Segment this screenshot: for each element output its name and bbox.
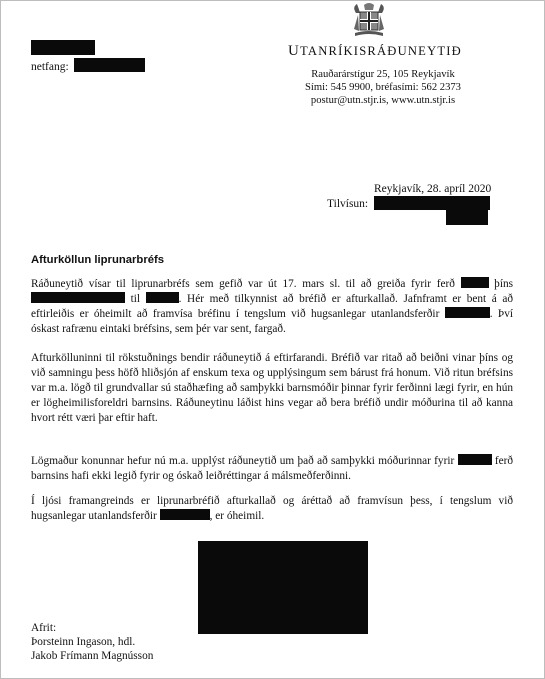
letter-subject: Afturköllun liprunarbréfs [31, 254, 165, 266]
letter-date: Reykjavík, 28. apríl 2020 [374, 183, 492, 195]
cc-name: Jakob Frímann Magnússon [31, 650, 154, 662]
cc-name: Þorsteinn Ingason, hdl. [31, 636, 136, 648]
ministry-address: Rauðarárstígur 25, 105 Reykjavík [311, 69, 455, 80]
cc-list [31, 621, 153, 663]
ministry-email-web: postur@utn.stjr.is, www.utn.stjr.is [310, 95, 456, 106]
redaction-block [146, 292, 179, 303]
email-label: netfang: [31, 61, 69, 73]
paragraph-3: Lögmaður konunnar hefur nú m.a. upplýst ráðuneytið um það að samþykki móðurinnar fyrir ferð barnsins hafi ekki legið fyrir og óskað leiðréttingar á málsmeðferðinni. [31, 455, 513, 482]
redacted-email [74, 58, 145, 72]
redaction-block [445, 307, 490, 318]
redacted-reference-2 [446, 210, 488, 225]
coat-of-arms-icon [349, 1, 389, 39]
redacted-reference-1 [374, 196, 490, 210]
redacted-recipient-name [31, 40, 95, 55]
redaction-block [31, 292, 125, 303]
paragraph-2: Afturkölluninni til rökstuðnings bendir ráðuneytið á eftirfarandi. Bréfið var ritað að beiðni vinar þíns og við samningu þess höfð hliðsjón af enskum texa og upplýsingum sem bárust frá honum. Við ritun bréfsins var m.a. lögð til grundvallar sú staðhæfing að samþykki barnsmóðir þinnar fyrir ferðinni lægi fyrir, en hún er lögheimilisforeldri barnsins. Ráðuneytinu láðist hins vegar að bera bréfið undir móðurina til að kanna hvort rétt væri þar eftir haft. [31, 352, 513, 424]
redaction-block [461, 277, 489, 288]
paragraph-4: Í ljósi framangreinds er liprunarbréfið afturkallað og áréttað að framvísun þess, í tengslum við hugsanlegar utanlandsferðir , er óheimil. [31, 495, 513, 522]
ministry-name: UTANRÍKISRÁÐUNEYTIÐ [288, 43, 462, 59]
redaction-block [160, 509, 210, 520]
ministry-phone: Sími: 545 9900, bréfasími: 562 2373 [305, 82, 461, 93]
cc-label: Afrit: [31, 622, 57, 634]
paragraph-1: Ráðuneytið vísar til liprunarbréfs sem gefið var út 17. mars sl. til að greiða fyrir ferð þíns til . Hér með tilkynnist að bréfið er afturkallað. Jafnframt er bent á að eftirleiðis er óheimilt að framvísa bréfinu í tengslum við hugsanlegar utanlandsferðir . Því óskast rafrænu eintaki bréfsins, sem þér var sent, fargað. [31, 278, 514, 335]
reference-label: Tilvísun: [327, 198, 369, 210]
redaction-block [458, 454, 492, 465]
redacted-signature [198, 541, 368, 634]
